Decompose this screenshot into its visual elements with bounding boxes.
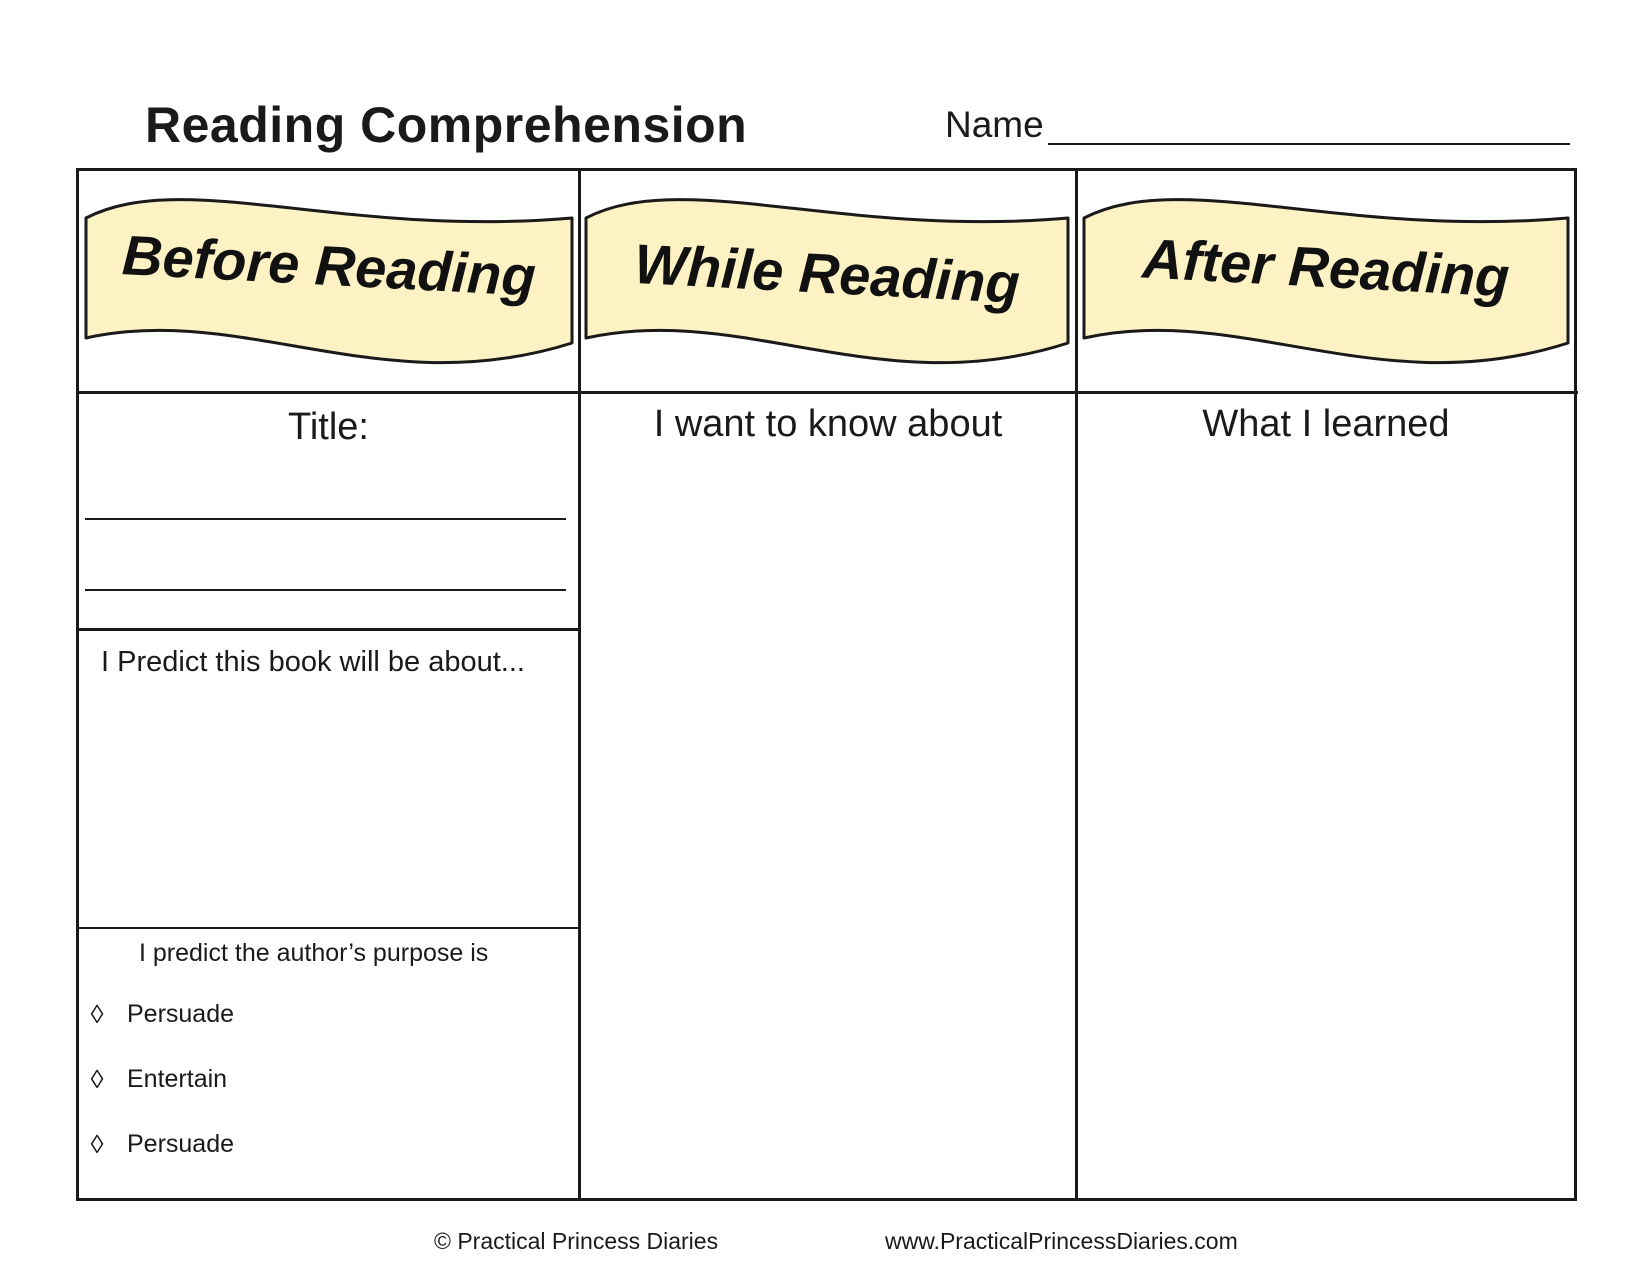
row-divider xyxy=(79,927,579,929)
title-write-line[interactable] xyxy=(85,589,566,591)
after-reading-banner xyxy=(1081,183,1571,383)
name-label: Name xyxy=(945,104,1044,145)
page-title: Reading Comprehension xyxy=(145,97,748,153)
worksheet-grid xyxy=(76,168,1577,1201)
purpose-option[interactable] xyxy=(87,1064,227,1095)
banner-label: Before Reading xyxy=(120,223,538,308)
footer-copyright: © Practical Princess Diaries xyxy=(434,1228,719,1254)
banner-label: After Reading xyxy=(1141,226,1511,309)
purpose-option-label: Persuade xyxy=(127,1000,235,1028)
purpose-option[interactable] xyxy=(87,1129,234,1160)
purpose-option[interactable] xyxy=(87,999,234,1030)
footer-website[interactable]: www.PracticalPrincessDiaries.com xyxy=(885,1228,1238,1254)
diamond-bullet-icon: ◊ xyxy=(90,1129,104,1159)
title-heading: Title: xyxy=(288,406,369,448)
purpose-option-label: Entertain xyxy=(127,1065,228,1093)
diamond-bullet-icon: ◊ xyxy=(90,999,104,1029)
title-box xyxy=(76,391,581,631)
name-input-line[interactable] xyxy=(1048,143,1570,145)
diamond-bullet-icon: ◊ xyxy=(90,1064,104,1094)
before-reading-banner xyxy=(83,183,575,383)
banner-label: While Reading xyxy=(632,231,1022,316)
title-write-line[interactable] xyxy=(85,518,566,520)
prediction-prompt: I Predict this book will be about... xyxy=(101,646,525,678)
while-reading-banner xyxy=(583,183,1071,383)
what-i-learned-heading: What I learned xyxy=(1202,403,1450,445)
purpose-option-label: Persuade xyxy=(127,1130,235,1158)
column-divider xyxy=(1075,171,1078,1198)
column-divider xyxy=(578,171,581,1198)
row-divider xyxy=(578,391,1578,394)
purpose-prompt: I predict the author’s purpose is xyxy=(139,939,489,967)
want-to-know-heading: I want to know about xyxy=(653,403,1003,445)
